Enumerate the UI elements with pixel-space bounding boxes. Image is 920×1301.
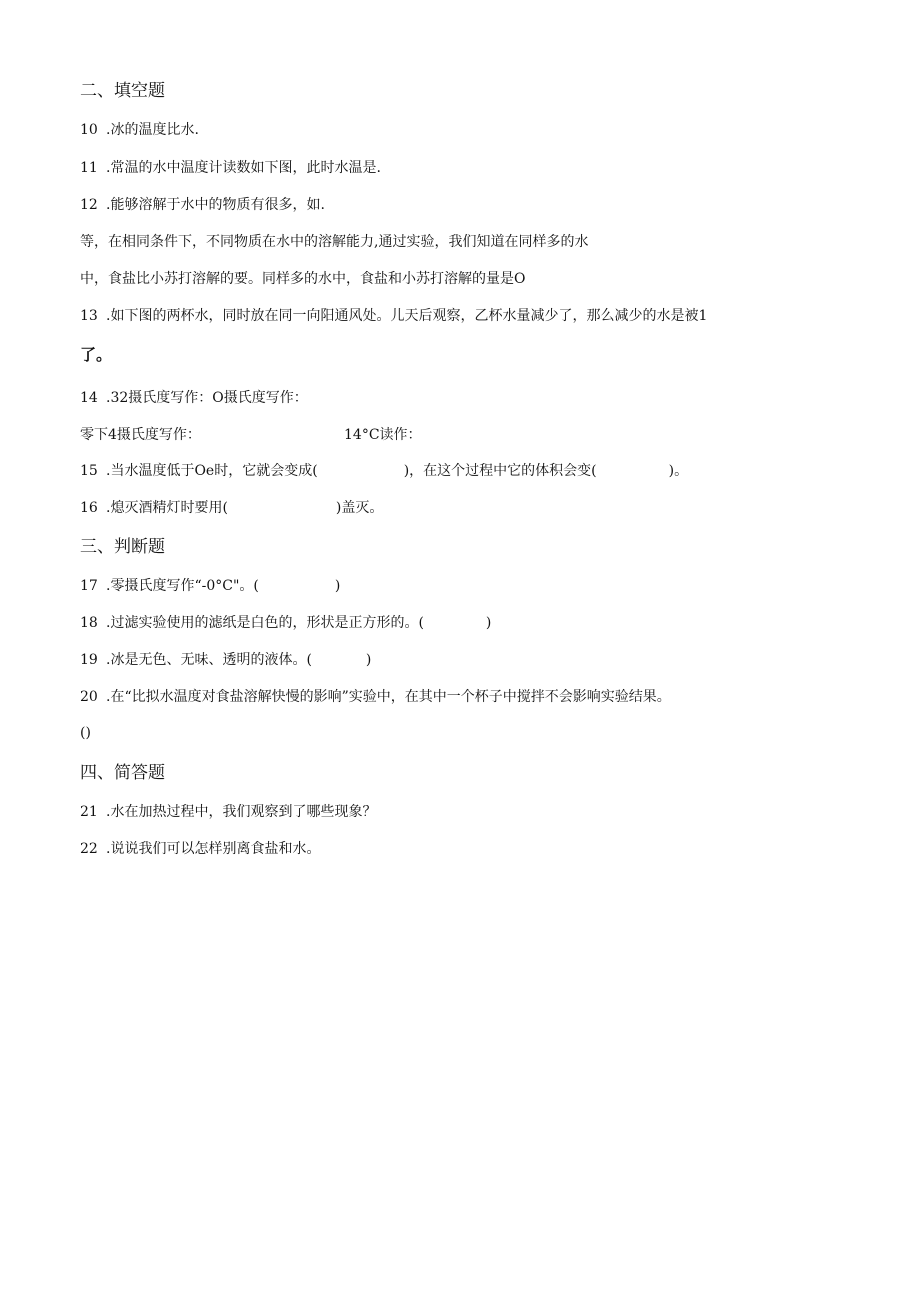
question-text: .水在加热过程中，我们观察到了哪些现象？ — [106, 804, 377, 820]
question-text-b: ) — [365, 652, 372, 668]
question-number: 20 — [80, 689, 98, 705]
question-text-b: ) — [334, 578, 341, 594]
question-17 — [80, 576, 340, 596]
question-number: 11 — [80, 160, 98, 176]
question-text: .说说我们可以怎样别离食盐和水。 — [106, 841, 321, 857]
question-number: 16 — [80, 500, 98, 516]
question-number: 22 — [80, 841, 98, 857]
question-text: .能够溶解于水中的物质有很多，如. — [106, 197, 325, 213]
question-22 — [80, 839, 320, 859]
section-heading-fill-in: 二、填空题 — [80, 81, 165, 101]
question-number: 15 — [80, 463, 98, 479]
question-text: .冰的温度比水. — [106, 122, 199, 138]
question-text-a: .零摄氏度写作“-0°C"。( — [106, 578, 259, 594]
question-text-a: .当水温度低于Oe时，它就会变成( — [106, 463, 318, 479]
question-number: 10 — [80, 122, 98, 138]
question-text-a: .冰是无色、无味、透明的液体。( — [106, 652, 312, 668]
question-21 — [80, 802, 376, 822]
question-19 — [80, 650, 371, 670]
question-15 — [80, 461, 688, 481]
question-text: .常温的水中温度计读数如下图，此时水温是. — [106, 160, 381, 176]
question-12 — [80, 195, 325, 215]
question-text-b: )盖灭。 — [335, 500, 384, 516]
question-text-a: .过滤实验使用的滤纸是白色的，形状是正方形的。( — [106, 615, 424, 631]
question-10 — [80, 120, 199, 140]
question-14 — [80, 388, 308, 408]
question-number: 12 — [80, 197, 98, 213]
question-text-c: )。 — [668, 463, 689, 479]
question-18 — [80, 613, 491, 633]
question-text-b: )，在这个过程中它的体积会变( — [403, 463, 597, 479]
question-20-answer-bracket: () — [80, 725, 91, 741]
question-20 — [80, 687, 671, 707]
question-number: 18 — [80, 615, 98, 631]
question-number: 19 — [80, 652, 98, 668]
question-12-continuation-2: 中，食盐比小苏打溶解的要。同样多的水中，食盐和小苏打溶解的量是O — [80, 271, 526, 287]
question-text-a: .熄灭酒精灯时要用( — [106, 500, 228, 516]
question-text-b: ) — [485, 615, 492, 631]
question-text: .如下图的两杯水，同时放在同一向阳通风处。儿天后观察，乙杯水量减少了，那么减少的水是被1 — [106, 308, 708, 324]
question-text: .32摄氏度写作：O摄氏度写作： — [106, 390, 308, 406]
question-12-continuation-1: 等，在相同条件下，不同物质在水中的溶解能力,通过实验，我们知道在同样多的水 — [80, 234, 589, 250]
question-14-part-b: 14°C读作： — [344, 427, 422, 443]
question-number: 14 — [80, 390, 98, 406]
question-11 — [80, 158, 381, 178]
question-text: .在“比拟水温度对食盐溶解快慢的影响”实验中，在其中一个杯子中搅拌不会影响实验结果。 — [106, 689, 671, 705]
question-number: 21 — [80, 804, 98, 820]
question-number: 17 — [80, 578, 98, 594]
section-heading-short-answer: 四、简答题 — [80, 763, 165, 783]
question-13 — [80, 306, 707, 326]
question-number: 13 — [80, 308, 98, 324]
question-16 — [80, 498, 383, 518]
section-heading-judge: 三、判断题 — [80, 537, 165, 557]
question-14-part-a: 零下4摄氏度写作： — [80, 427, 201, 443]
question-13-continuation: 了。 — [80, 345, 113, 364]
